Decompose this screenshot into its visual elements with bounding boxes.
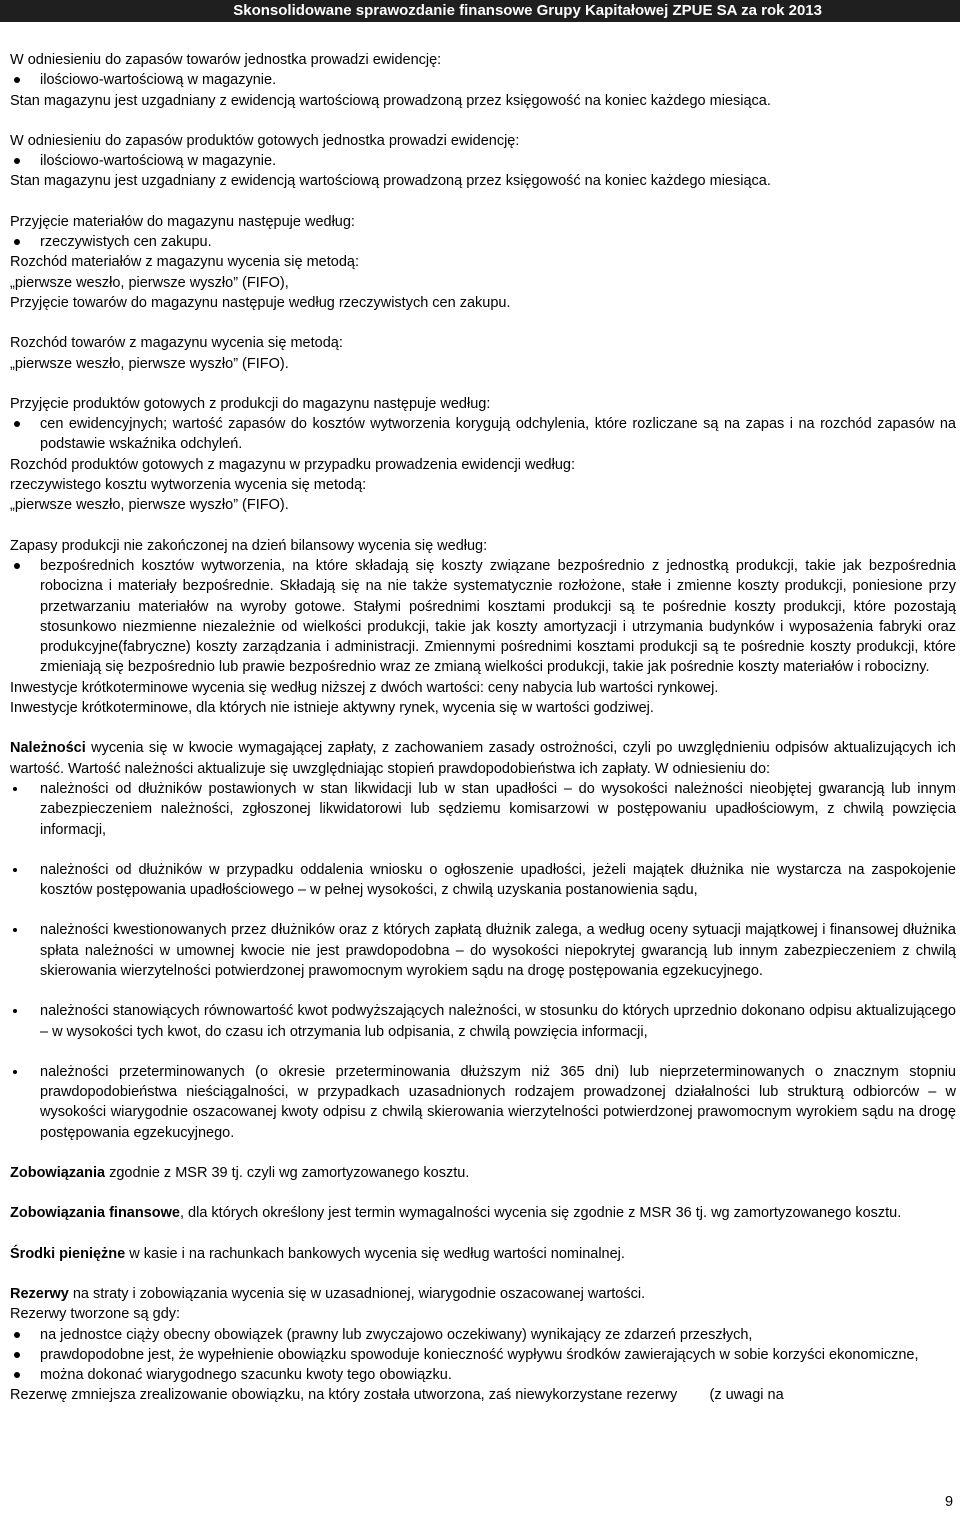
bullet-icon xyxy=(13,1009,17,1013)
list-item: należności przeterminowanych (o okresie przeterminowania dłuższym niż 365 dni) lub nieprzeterminowanych o znacznym stopniu prawdopodobieństwa nieściągalności, w przypadkach uzasadnionych rodzajem prowadzonej działalności lub strukturą odbiorców – w wysokości wiarygodnie oszacowanej kwoty odpisu z chwilą skierowania wierzytelności potwierdzonej prawomocnym wyrokiem sądu na drogę postępowania egzekucyjnego. xyxy=(10,1062,956,1143)
bullet-icon xyxy=(13,787,17,791)
paragraph: W odniesieniu do zapasów produktów gotowych jednostka prowadzi ewidencję: xyxy=(10,132,520,149)
list-item: należności od dłużników postawionych w stan likwidacji lub w stan upadłości – do wysokości należności nieobjętej gwarancją lub innym zabezpieczeniem należności, zgłoszonej likwidatorowi lub sędziemu komisarzowi w postępowaniu upadłościowym, z chwilą powzięcia informacji, xyxy=(10,779,956,840)
paragraph: Przyjęcie towarów do magazynu następuje według rzeczywistych cen zakupu. xyxy=(10,294,511,311)
document-body xyxy=(10,50,956,1406)
bullet-icon xyxy=(13,1070,17,1074)
paragraph: Rezerwę zmniejsza zrealizowanie obowiązku, na który została utworzona, zaś niewykorzystane rezerwy (z uwagi na xyxy=(10,1387,784,1404)
bullet-icon xyxy=(14,239,20,245)
bold-term: Należności xyxy=(10,740,86,757)
paragraph: Inwestycje krótkoterminowe wycenia się według niższej z dwóch wartości: ceny nabycia lub wartości rynkowej. xyxy=(10,679,719,696)
paragraph-provisions: Rezerwy na straty i zobowiązania wycenia się w uzasadnionej, wiarygodnie oszacowanej wartości. xyxy=(10,1285,646,1302)
paragraph: Stan magazynu jest uzgadniany z ewidencją wartościową prowadzoną przez księgowość na koniec każdego miesiąca. xyxy=(10,173,771,190)
document-header-title: Skonsolidowane sprawozdanie finansowe Grupy Kapitałowej ZPUE SA za rok 2013 xyxy=(233,2,822,19)
paragraph: W odniesieniu do zapasów towarów jednostka prowadzi ewidencję: xyxy=(10,52,442,68)
paragraph: Rozchód towarów z magazynu wycenia się metodą: xyxy=(10,335,343,352)
list-item: należności od dłużników w przypadku oddalenia wniosku o ogłoszenie upadłości, jeżeli majątek dłużnika nie wystarcza na zaspokojenie kosztów postępowania upadłościowego – w pełnej wysokości, z chwilą uzyskania postanowienia sądu, xyxy=(10,860,956,901)
bullet-icon xyxy=(13,868,17,872)
bold-term: Rezerwy xyxy=(10,1285,69,1302)
bullet-item: na jednostce ciąży obecny obowiązek (prawny lub zwyczajowo oczekiwany) wynikający ze zdarzeń przeszłych, xyxy=(10,1325,956,1345)
bullet-icon xyxy=(14,77,20,83)
paragraph: „pierwsze weszło, pierwsze wyszło” (FIFO), xyxy=(10,274,289,291)
bullet-item: można dokonać wiarygodnego szacunku kwoty tego obowiązku. xyxy=(10,1365,956,1385)
paragraph: rzeczywistego kosztu wytworzenia wycenia się metodą: xyxy=(10,477,367,494)
list-item: należności stanowiących równowartość kwot podwyższających należności, w stosunku do których uprzednio dokonano odpisu aktualizującego – w wysokości tych kwot, do czasu ich otrzymania lub odpisania, z chwilą powzięcia informacji, xyxy=(10,1001,956,1042)
paragraph-receivables: Należności wycenia się w kwocie wymagającej zapłaty, z zachowaniem zasady ostrożności, czyli po uwzględnieniu odpisów aktualizujących ich wartość. Wartość należności aktualizuje się uwzględniając stopień prawdopodobieństwa ich zapłaty. W odniesieniu do: xyxy=(10,740,956,777)
paragraph: Stan magazynu jest uzgadniany z ewidencją wartościową prowadzoną przez księgowość na koniec każdego miesiąca. xyxy=(10,92,771,109)
bullet-item: rzeczywistych cen zakupu. xyxy=(10,232,956,252)
paragraph: Rozchód produktów gotowych z magazynu w przypadku prowadzenia ewidencji według: xyxy=(10,456,576,473)
bullet-icon xyxy=(14,563,20,569)
document-header-bar xyxy=(0,0,960,22)
bullet-item: ilościowo-wartościową w magazynie. xyxy=(10,70,956,90)
bullet-icon xyxy=(14,1352,20,1358)
bold-term: Zobowiązania finansowe xyxy=(10,1205,180,1222)
paragraph: Przyjęcie materiałów do magazynu następuje według: xyxy=(10,213,355,230)
list-item: należności kwestionowanych przez dłużników oraz z których zapłatą dłużnik zalega, a według oceny sytuacji majątkowej i finansowej dłużnika spłata należności w umownej kwocie nie jest prawdopodobna – do wysokości niepokrytej gwarancją lub innym zabezpieczeniem z chwilą skierowania wierzytelności potwierdzonej prawomocnym wyrokiem sądu na drogę postępowania egzekucyjnego. xyxy=(10,920,956,981)
paragraph: Przyjęcie produktów gotowych z produkcji do magazynu następuje według: xyxy=(10,395,491,412)
bullet-icon xyxy=(14,1332,20,1338)
paragraph-liabilities: Zobowiązania zgodnie z MSR 39 tj. czyli wg zamortyzowanego kosztu. xyxy=(10,1165,470,1182)
paragraph: Zapasy produkcji nie zakończonej na dzień bilansowy wycenia się według: xyxy=(10,537,488,554)
bold-term: Środki pieniężne xyxy=(10,1245,126,1262)
bullet-icon xyxy=(14,158,20,164)
paragraph-financial-liabilities: Zobowiązania finansowe, dla których określony jest termin wymagalności wycenia się zgodnie z MSR 36 tj. wg zamortyzowanego kosztu. xyxy=(10,1205,902,1222)
bullet-item: prawdopodobne jest, że wypełnienie obowiązku spowoduje konieczność wypływu środków zawierających w sobie korzyści ekonomiczne, xyxy=(10,1345,956,1365)
bullet-item: bezpośrednich kosztów wytworzenia, na które składają się koszty związane bezpośrednio z jednostką produkcji, takie jak bezpośrednia robocizna i materiały bezpośrednie. Składają się na nie także systematycznie rozłożone, stałe i zmienne koszty produkcji, poniesione przy przetwarzaniu materiałów na wyroby gotowe. Stałymi pośrednimi kosztami produkcji są te pośrednie koszty produkcji, które pozostają stosunkowo niezmienne niezależnie od wielkości produkcji, takie jak koszty amortyzacji i utrzymania budynków i wyposażenia fabryki oraz produkcyjne(fabryczne) koszty zarządzania i administracji. Zmiennymi pośrednimi kosztami produkcji są te pośrednie koszty produkcji, które zmieniają się bezpośrednio lub prawie bezpośrednio wraz ze zmianą wielkości produkcji, takie jak pośrednie koszty materiałów i robocizny. xyxy=(10,556,956,678)
paragraph: „pierwsze weszło, pierwsze wyszło” (FIFO). xyxy=(10,355,289,372)
paragraph: „pierwsze weszło, pierwsze wyszło” (FIFO). xyxy=(10,497,289,514)
paragraph: Rezerwy tworzone są gdy: xyxy=(10,1306,181,1323)
paragraph: Rozchód materiałów z magazynu wycenia się metodą: xyxy=(10,254,359,271)
bullet-item: cen ewidencyjnych; wartość zapasów do kosztów wytworzenia korygują odchylenia, które rozliczane są na zapas i na rozchód zapasów na podstawie wskaźnika odchyleń. xyxy=(10,414,956,455)
paragraph-cash: Środki pieniężne w kasie i na rachunkach bankowych wycenia się według wartości nominalnej. xyxy=(10,1245,625,1262)
paragraph: Inwestycje krótkoterminowe, dla których nie istnieje aktywny rynek, wycenia się w wartości godziwej. xyxy=(10,700,654,717)
page-number: 9 xyxy=(945,1494,954,1510)
bullet-item: ilościowo-wartościową w magazynie. xyxy=(10,151,956,171)
bullet-icon xyxy=(14,421,20,427)
bullet-icon xyxy=(13,928,17,932)
bold-term: Zobowiązania xyxy=(10,1165,106,1182)
bullet-icon xyxy=(14,1372,20,1378)
